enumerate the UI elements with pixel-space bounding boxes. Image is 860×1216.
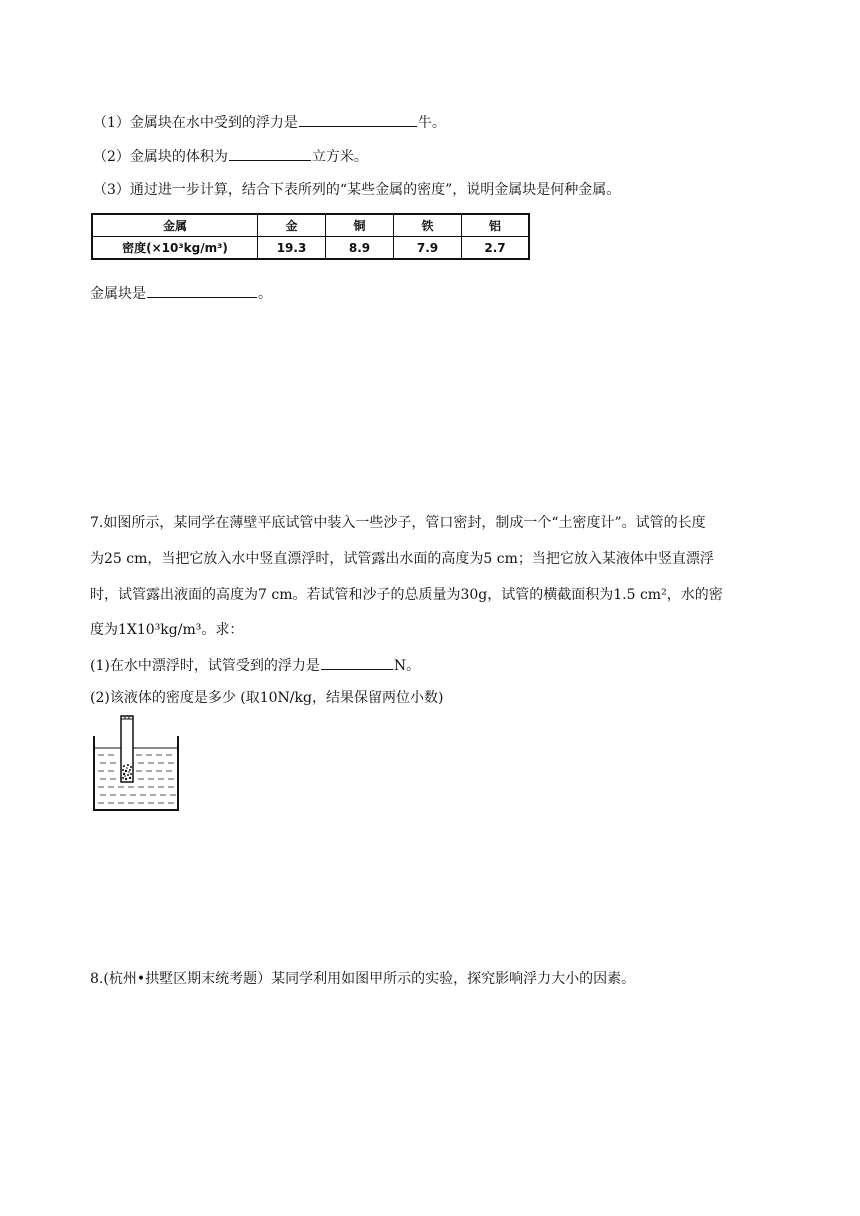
table-row-metal <box>92 214 529 237</box>
table-density-3: 2.7 <box>462 237 530 260</box>
test-tube-illustration <box>92 714 182 814</box>
table-metal-0: 金 <box>258 214 326 237</box>
table-density-0: 19.3 <box>258 237 326 260</box>
q6-part1-suffix: 牛。 <box>417 115 446 131</box>
table-row-label: 密度(×10³kg/m³) <box>92 237 258 260</box>
q6-part2-prefix: （2）金属块的体积为 <box>93 149 228 165</box>
table-metal-2: 铁 <box>394 214 462 237</box>
q7-part1-blank[interactable] <box>321 655 393 670</box>
metal-density-table <box>91 213 530 260</box>
q8-line1: 8.(杭州•拱墅区期末统考题）某同学利用如图甲所示的实验，探究影响浮力大小的因素。 <box>90 971 636 987</box>
q7-part1-prefix: (1)在水中漂浮时，试管受到的浮力是 <box>90 658 320 674</box>
q6-answer-suffix: 。 <box>258 286 272 302</box>
q6-part3: （3）通过进一步计算，结合下表所列的“某些金属的密度”，说明金属块是何种金属。 <box>93 182 621 198</box>
q6-part2 <box>93 146 368 167</box>
q6-part1-prefix: （1）金属块在水中受到的浮力是 <box>93 115 298 131</box>
q7-part1-suffix: N。 <box>393 658 421 674</box>
q6-part2-blank[interactable] <box>229 146 311 161</box>
q7-line2: 为25 cm，当把它放入水中竖直漂浮时，试管露出水面的高度为5 cm；当把它放入某液体中竖直漂浮 <box>90 551 714 567</box>
table-metal-3: 铝 <box>462 214 530 237</box>
q6-part1 <box>93 112 446 133</box>
q6-part2-suffix: 立方米。 <box>311 149 368 165</box>
q6-answer <box>90 283 272 304</box>
table-header-label: 金属 <box>92 214 258 237</box>
q6-answer-prefix: 金属块是 <box>90 286 146 302</box>
test-tube-figure <box>92 714 182 818</box>
q6-part1-blank[interactable] <box>299 112 417 127</box>
q6-answer-blank[interactable] <box>147 283 257 298</box>
table-metal-1: 铜 <box>326 214 394 237</box>
q7-part1 <box>90 655 420 676</box>
q7-line4: 度为1X10³kg/m³。求： <box>90 622 244 638</box>
q7-line1: 7.如图所示，某同学在薄壁平底试管中装入一些沙子，管口密封，制成一个“土密度计”。试管的长度 <box>90 515 706 531</box>
q7-part2: (2)该液体的密度是多少 (取10N/kg，结果保留两位小数) <box>90 690 444 706</box>
table-density-1: 8.9 <box>326 237 394 260</box>
table-density-2: 7.9 <box>394 237 462 260</box>
table-row-density <box>92 237 529 260</box>
q7-line3: 时，试管露出液面的高度为7 cm。若试管和沙子的总质量为30g，试管的横截面积为1.5 cm²，水的密 <box>90 587 723 603</box>
